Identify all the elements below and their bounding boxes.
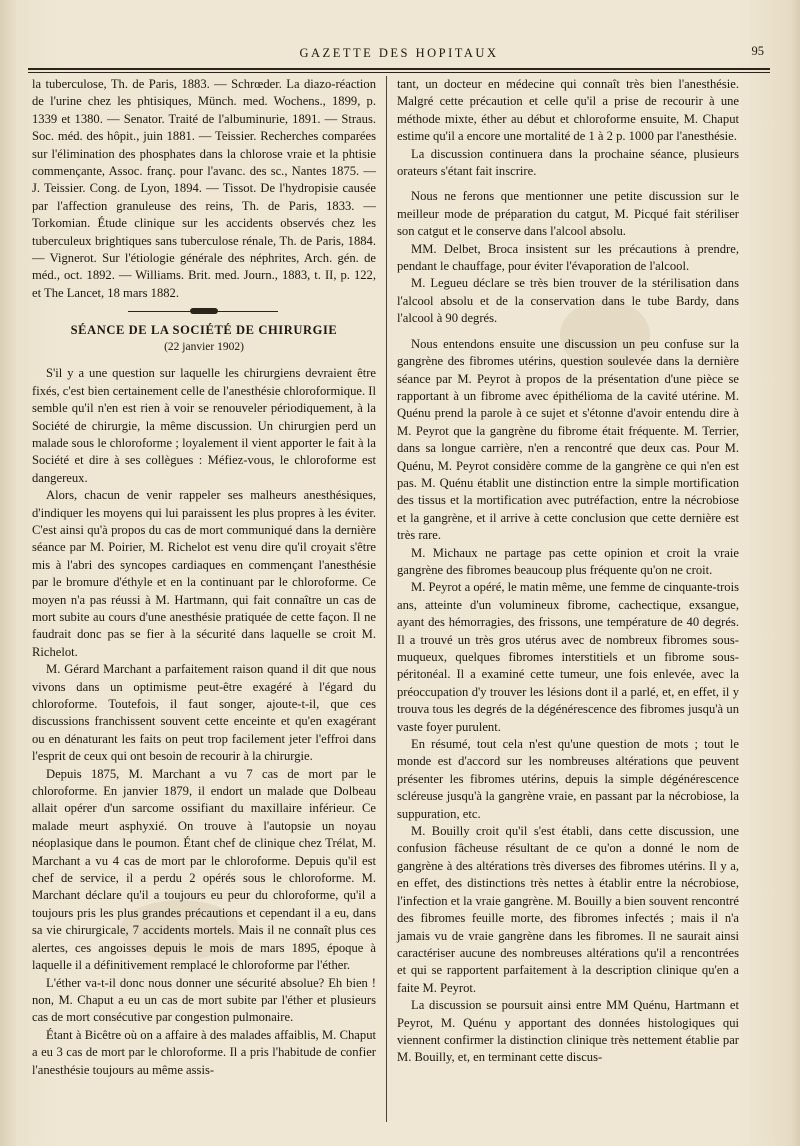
section-divider [32,304,376,318]
paragraph: La discussion se poursuit ainsi entre MM Quénu, Hartmann et Peyrot, M. Quénu y apportant des données histologiques qui viennent confirmer la distinction clinique très nettement établie par M. Bouilly, et, en terminant cette discus- [397,998,739,1065]
paragraph: En résumé, tout cela n'est qu'une question de mots ; tout le monde est d'accord sur les nombreuses altérations que peuvent présenter les fibromes utérins, depuis la simple dégénérescence scléreuse jusqu'à la gangrène vraie, en passant par la nécrobiose, la suppuration, etc. [397,737,739,821]
paragraph: M. Legueu déclare se très bien trouver de la stérilisation dans l'alcool absolu et de la conservation dans le tube Bardy, dans l'alcool à 90 degrés. [397,276,739,326]
paragraph: Étant à Bicêtre où on a affaire à des malades affaiblis, M. Chaput a eu 3 cas de mort par le chloroforme. Il a pris l'habitude de confier l'anesthésie toujours au même assis- [32,1027,376,1077]
paragraph: Alors, chacun de venir rappeler ses malheurs anesthésiques, d'indiquer les moyens qui lui paraissent les plus propres à les éviter. C'est ainsi qu'à propos du cas de mort communiqué dans la dernière séance par M. Poirier, M. Richelot est venu dire qu'il croyait s'être mis à l'abri des syncopes cardiaques en commençant l'anesthésie par le bromure d'éthyle et en la continuant par le chloroforme. Ce moyen n'a pas réussi à M. Hartmann, qui fait connaître un cas de mort subite au cours d'une anesthésie pratiquée de cette façon. Il ne faudrait donc pas se fier à la sécurité dans laquelle se croit M. Richelot. [32,488,376,659]
paragraph: M. Gérard Marchant a parfaitement raison quand il dit que nous vivons dans un optimisme peut-être exagéré à l'égard du chloroforme. Toutefois, il faut songer, ajoute-t-il, que ces discussions franchissent souvent cette enceinte et qu'en exagérant ou en dénaturant les faits on peut trop facilement jeter l'effroi dans l'esprit de ceux qui ont besoin de recourir à la chirurgie. [32,662,376,764]
header-rule [28,68,770,70]
paragraph: MM. Delbet, Broca insistent sur les précautions à prendre, pendant le chauffage, pour éviter l'évaporation de l'alcool. [397,241,739,274]
page-header [28,40,770,68]
bibliography-references: la tuberculose, Th. de Paris, 1883. — Schrœder. La diazo-réaction de l'urine chez les phtisiques, Münch. med. Wochens., 1899, p. 1339 et 1380. — Senator. Traité de l'albuminurie, 1891. — Straus. Soc. méd. des hôpit., juin 1881. — Teissier. Recherches comparées sur l'élimination des phosphates dans la chlorose vraie et la phtisie commençante, Assoc. franç. pour l'avanc. des sc., Nantes 1875. — J. Teissier. Cong. de Lyon, 1894. — Tissot. De l'hydropisie causée par l'affection granuleuse des reins, Th. de Paris, 1833. — Torkomian. Étude clinique sur les accidents observés chez les tuberculeux brightiques sans tuberculose rénale, Th. de Paris, 1884. — Vignerot. Sur l'étiologie générale des néphrites, Arch. gén. de méd., oct. 1892. — Williams. Brit. med. Journ., 1883, t. II, p. 122, et The Lancet, 18 mars 1882. [32,77,376,300]
section-title: SÉANCE DE LA SOCIÉTÉ DE CHIRURGIE [70,323,338,338]
header-rule-thin [28,72,770,73]
left-column [32,76,376,1079]
paragraph: La discussion continuera dans la prochaine séance, plusieurs orateurs s'étant fait inscrire. [397,146,739,179]
page-number: 95 [751,44,764,58]
paragraph: M. Peyrot a opéré, le matin même, une femme de cinquante-trois ans, atteinte d'un volumineux fibrome, cachectique, exsangue, ayant des hémorragies, des frissons, une température de 40 degrés. Il a trouvé un très gros utérus avec de nombreux fibromes sous-muqueux, quelques fibromes interstitiels et un fibrome sous-péritonéal. Il a examiné cette tumeur, une fois enlevée, avec la préoccupation d'y trouver les lésions dont il a parlé, et, en effet, il y trouva tous les degrés de la dégénérescence des fibromes jusqu'à un vaste foyer purulent. [397,580,739,734]
paragraph: Nous ne ferons que mentionner une petite discussion sur le meilleur mode de préparation du catgut, M. Picqué fait stériliser son catgut et le conserve dans l'alcool absolu. [397,189,739,239]
paragraph: tant, un docteur en médecine qui connaît très bien l'anesthésie. Malgré cette précaution et celle qu'il a prise de recourir à une méthode mixte, éther au début et chloroforme ensuite, M. Chaput estime qu'il a encore une mortalité de 1 à 2 p. 1000 par l'anesthésie. [397,77,739,144]
right-column [397,76,739,1067]
journal-title: GAZETTE DES HOPITAUX [299,46,499,60]
paragraph: Depuis 1875, M. Marchant a vu 7 cas de mort par le chloroforme. En janvier 1879, il endort un malade que Dolbeau allait opérer d'un sarcome ossifiant du maxillaire inférieur. Ce malade meurt asphyxié. On trouve à l'autopsie un noyau néoplasique dans le poumon. Étant chef de clinique chez Trélat, M. Marchant a vu 4 cas de mort par le chloroforme. Depuis qu'il est chef de service, il a perdu 2 opérés sous le chloroforme. M. Marchant déclare qu'il a toujours eu peur du chloroforme, qu'il a toujours pris les plus grandes précautions et cependant il a eu, dans sa vie chirurgicale, 7 accidents mortels. Mais il ne connaît plus ces alertes, ces angoisses depuis le mois de mars 1895, époque à laquelle il a définitivement remplacé le chloroforme par l'éther. [32,766,376,973]
paragraph: M. Michaux ne partage pas cette opinion et croit la vraie gangrène des fibromes beaucoup plus fréquente qu'on ne croit. [397,545,739,577]
paragraph: L'éther va-t-il donc nous donner une sécurité absolue? Eh bien ! non, M. Chaput a eu un cas de mort subite par l'éther et plusieurs cas de mort consécutive par congestion pulmonaire. [32,975,376,1025]
paragraph: M. Bouilly croit qu'il s'est établi, dans cette discussion, une confusion fâcheuse résultant de ce qu'on a donné le nom de gangrène à des altérations très diverses des fibromes utérins. Il y a, en effet, des distinctions très nettes à établir entre la nécrobiose, l'infection et la vraie gangrène. M. Bouilly a bien souvent rencontré des fibromes feuille morte, des fibromes infectés ; mais il n'a jamais vu de vraie gangrène dans les fibromes. Il ne saurait ainsi caractériser aucune des nombreuses altérations qu'il a rencontrées et qui se rapportent parfaitement à la description clinique qu'en a faite M. Peyrot. [397,824,739,995]
paragraph: Nous entendons ensuite une discussion un peu confuse sur la gangrène des fibromes utérins, question soulevée dans la dernière séance par M. Peyrot à propos de la présentation d'une pièce se rapportant à un fibrome avec épithélioma de la cavité utérine. M. Quénu prend la parole à ce sujet et s'étonne d'avoir entendu dire à M. Peyrot que la gangrène du fibrome était fréquente. M. Terrier, dans sa longue carrière, n'en a rencontré que deux cas. Pour M. Quénu, M. Peyrot considère comme de la gangrène ce qui n'en est pas. M. Quénu établit une distinction entre la simple mortification des tissus et la mortification avec putréfaction, entre la nécrobiose et la gangrène, et il arrive à cette conclusion que cette dernière est très rare. [397,336,739,543]
column-divider [386,76,387,1122]
paragraph: S'il y a une question sur laquelle les chirurgiens devraient être fixés, c'est bien certainement celle de l'anesthésie chloroformique. Il semble qu'il n'en est rien à voir se renouveler périodiquement, à la Société de chirurgie, la même discussion. Un chirurgien perd un malade sous le chloroforme ; loyalement il vient apporter le fait à la Société et dire à ses collègues : Méfiez-vous, le chloroforme est dangereux. [32,366,376,485]
section-date: (22 janvier 1902) [164,341,244,354]
